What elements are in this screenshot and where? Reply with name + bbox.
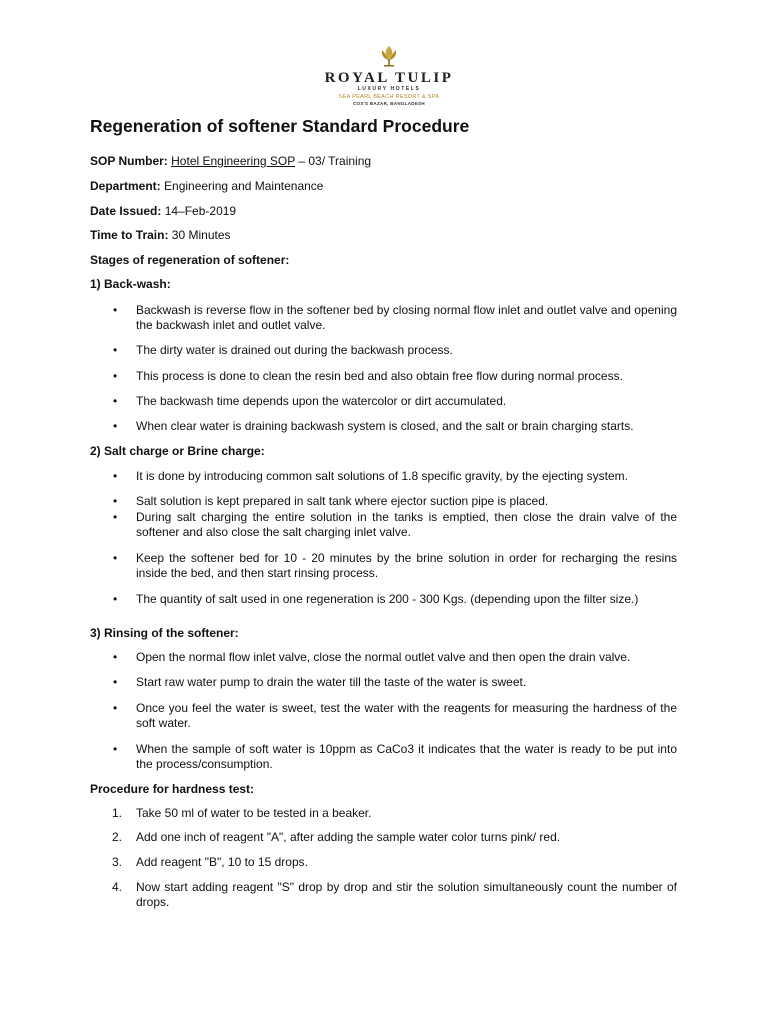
list-item: This process is done to clean the resin bed and also obtain free flow during normal process. [136,369,623,383]
list-item: Salt solution is kept prepared in salt tank where ejector suction pipe is placed. [136,494,549,508]
list-number: 2. [112,830,123,844]
list-number: 1. [112,806,123,820]
bullet-icon: • [113,343,118,357]
list-item: It is done by introducing common salt solutions of 1.8 specific gravity, by the ejecting system. [136,469,629,483]
department-value: Engineering and Maintenance [160,179,324,193]
list-item: Take 50 ml of water to be tested in a beaker. [136,806,372,820]
bullet-icon: • [113,494,118,508]
sop-number-rest: – 03/ Training [295,154,372,168]
list-item: The backwash time depends upon the watercolor or dirt accumulated. [136,394,507,408]
date-value: 14–Feb-2019 [161,204,237,218]
sop-number-label: SOP Number: [90,154,168,168]
hardness-heading: Procedure for hardness test: [90,782,255,796]
stages-heading: Stages of regeneration of softener: [90,253,290,267]
list-number: 3. [112,855,123,869]
tulip-crest-icon [376,44,402,68]
bullet-icon: • [113,742,118,756]
bullet-icon: • [113,394,118,408]
list-item: The dirty water is drained out during the backwash process. [136,343,453,357]
bullet-icon: • [113,650,118,664]
bullet-icon: • [113,675,118,689]
bullet-icon: • [113,510,118,524]
document-title: Regeneration of softener Standard Procedure [90,116,470,136]
list-item: During salt charging the entire solution in the tanks is emptied, then close the drain valve of the softener and also close the salt charging inlet valve. [136,510,677,539]
bullet-icon: • [113,419,118,433]
time-value: 30 Minutes [168,228,231,242]
list-item: Keep the softener bed for 10 - 20 minutes by the brine solution in order for recharging the resins inside the bed, and then start rinsing process. [136,551,677,580]
sop-number [90,154,371,168]
department-label: Department: [90,179,161,193]
rinsing-heading: 3) Rinsing of the softener: [90,626,239,640]
list-item: The quantity of salt used in one regeneration is 200 - 300 Kgs. (depending upon the filter size.) [136,592,639,606]
sop-number-link[interactable]: Hotel Engineering SOP [171,154,295,168]
list-item: Now start adding reagent "S" drop by drop and stir the solution simultaneously count the number of drops. [136,880,677,909]
time-to-train [90,228,231,242]
brine-heading: 2) Salt charge or Brine charge: [90,444,265,458]
bullet-icon: • [113,469,118,483]
date-issued [90,204,236,218]
backwash-heading: 1) Back-wash: [90,277,171,291]
hotel-logo [310,44,468,107]
resort-name: SEA PEARL BEACH RESORT & SPA [338,94,440,100]
brand-subtitle: LUXURY HOTELS [357,86,421,92]
bullet-icon: • [113,303,118,317]
list-item: Once you feel the water is sweet, test the water with the reagents for measuring the hardness of the soft water. [136,701,677,730]
list-item: When the sample of soft water is 10ppm as CaCo3 it indicates that the water is ready to be put into the process/consumption. [136,742,677,771]
list-item: Add reagent "B", 10 to 15 drops. [136,855,308,869]
list-item: Open the normal flow inlet valve, close the normal outlet valve and then open the drain valve. [136,650,631,664]
bullet-icon: • [113,369,118,383]
list-number: 4. [112,880,123,894]
department [90,179,323,193]
bullet-icon: • [113,551,118,565]
date-label: Date Issued: [90,204,162,218]
list-item: Start raw water pump to drain the water till the taste of the water is sweet. [136,675,527,689]
list-item: Add one inch of reagent "A", after adding the sample water color turns pink/ red. [136,830,561,844]
list-item: Backwash is reverse flow in the softener bed by closing normal flow inlet and outlet valve and opening the backwash inlet and outlet valve. [136,303,677,332]
list-item: When clear water is draining backwash system is closed, and the salt or brain charging starts. [136,419,634,433]
bullet-icon: • [113,592,118,606]
time-label: Time to Train: [90,228,169,242]
brand-name: ROYAL TULIP [324,70,454,86]
bullet-icon: • [113,701,118,715]
resort-location: COX'S BAZAR, BANGLADESH [353,101,425,106]
